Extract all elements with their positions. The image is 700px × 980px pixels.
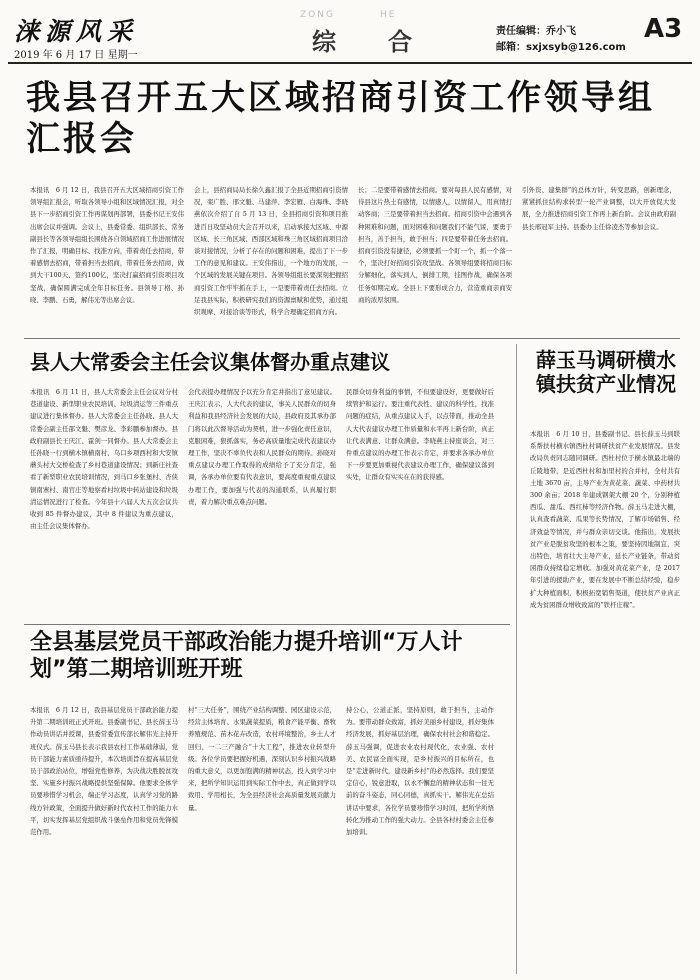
column-divider-right [516,344,517,974]
issue-date: 2019 年 6 月 17 日 星期一 [14,50,138,61]
article2-headline: 县人大常委会主任会议集体督办重点建议 [30,350,390,374]
article3-column-1: 本报讯 6 月 12 日，我县基层党员干部政治能力提升第二期培训班正式开班。县委副书记、县长薛玉马作动员讲话并授课，县委常委宣传部长解伟光主持开班仪式。薛玉马县长表示我县农村工作基础薄弱，党员干部能力素质亟待提升，本次培训旨在提高基层党员干部政治站位，增强党性修养，为决战决胜脱贫攻坚、实施乡村振兴战略提供坚强保障。他要求全体学员要珍惜学习机会，端正学习态度，认真学习党的路线方针政策，全面提升做好新时代农村工作的能力水平，切实发挥基层党组织战斗堡垒作用和党员先锋模范作用。 [30,706,178,837]
editor-credit: 责任编辑：乔小飞 [496,26,576,37]
section-title-left: 综 [312,27,336,56]
article1-column-4: 引外资、建集群”的总体方针，转变思路，创新理念，紧紧抓住结构求转型一轮产业调整，以大开放促大发展，全力推进招商引资工作再上新台阶。会议由政府副县长邢冠军主持。县委办主任徐凌杰等参加会议。 [522,186,676,231]
article1-column-2: 会上，县招商局局长徐久鑫汇报了全县近期招商引资情况，栾广胜、邢文魁、马建萍、李宏雁、白海珠、李晓燕依次介绍了自 5 月 13 日，全县招商引资和项目推进百日攻坚动员大会召开以来，启动承接大区域、中源区域、长三角区域、西部区域和珠三角区域招商项目洽谈对接情况，分析了存在的问题和困难，提出了下一步工作的意见和建议。王安伟指出，一个地方的发展，一个区域的发展关键在项目。各领导组组长要深刻把握招商引资工作牢牢抓在手上，一是要带着责任去招商。立足我县实际，积极研究我们的资源禀赋和优势，通过组织观摩、对接洽谈等形式，科学合理确定招商方向。 [194,186,348,317]
article4-column-1: 本报讯 6 月 10 日，县委副书记、县长薛玉马到联系帮扶村横水镇西杜村调研扶贫产业发展情况。县发改局负责同志随同调研。西杜村位于横水镇最北端的丘陵地带，是近西杜村和加里村的合并村，全村共有土地 3670 亩，主导产业为黄花菜、蔬菜、中药材共 300 余亩；2018 年建成钢架大棚 20 个，分别种植西瓜、甜瓜、西红柿等经济作物。薛玉马走进大棚，认真查看蔬菜、瓜果等长势情况，了解市场销售、经济效益等情况，并与群众亲切交谈。他指出，发展扶贫产业是脱贫攻坚的根本之策，要坚持因地制宜，突出特色，培育壮大主导产业，延长产业链条，带动贫困群众持续稳定增收。加强对黄花菜产业，是 2017 年引进的援助产业，要在发展中不断总结经验，稳步扩大种植面积，积极拓宽销售渠道，使扶贫产业真正成为贫困群众增收致富的“铁杆庄稼”。 [530,430,680,609]
section-pinyin-right: HE [380,10,397,20]
main-headline: 我县召开五大区域招商引资工作领导组汇报会 [26,78,655,160]
article2-column-3: 民群众切身利益的事情，不但要建设好，更要做好后续管护和运行。要注重代表性、建议的科学性，找准问题的症结，从重点建议入手，以点带面，推动全县人大代表建议办理工作质量和水平再上新台阶，真正让代表满意、让群众满意。李晓燕主持座谈会，对三件重点建议的办理工作表示肯定，并要求各承办单位下一步要更加重视代表建议办理工作，确保建议落到实处，让群众有实实在在的获得感。 [346,388,494,482]
article4-headline: 薛玉马调研横水镇扶贫产业情况 [536,348,676,397]
section-divider-middle [24,624,510,625]
section-pinyin-left: ZONG [300,10,335,20]
article3-column-2: 村“三大任务”，围绕产业结构调整、园区建设示范，经营主体培育、水果蔬菜提质，粮食产能平衡、畜牧养殖规范、苗木花卉改造，农村环境整治，乡土人才回归、一二三产融合“十大工程”，推进农业转型升级。各位学员要把握好机遇，深刻认识乡村振兴战略的重大意义，以更加饱满的精神状态，投入到学习中来，把所学知识运用到实际工作中去，真正做到学以致用、学用相长，为全县经济社会高质量发展贡献力量。 [188,706,336,812]
article1-column-3: 长；二是要带着感情去招商。要对每县人民有感情，对待县这片热土有感情，以情感人，以情留人，用真情打动客商；三是要带着担当去招商。招商引资中会遇到各种困难和问题，面对困难和问题我们不能气馁，要勇于担当，善于担当，敢于担当；四是要带着任务去招商。招商引资没有捷径，必须要抓一个盯一个，抓一个落一个，坚决打好招商引资攻坚战。各领导组要将招商目标分解细化，落实到人，倒排工期，挂图作战，确保各项任务如期完成。全县上下要形成合力，营造重商亲商安商的浓厚氛围。 [358,186,512,304]
article3-headline: 全县基层党员干部政治能力提升培训“万人计划”第二期培训班开班 [30,630,463,682]
article2-column-1: 本报讯 6 月 11 日，县人大常委会主任会议对分村巷道建设、新型职业农民培训、垃圾清运等三件重点建议进行集体督办。县人大常委会主任孙晓、县人大常委会副主任邵文魁、樊彦龙、李彩鹏参加督办。县政府副县长王庆江、霍剑一同督办。县人大常委会主任孙晓一行到横木镇横南村、乌口乡项西村和大安镇蘑头村大交桥检查了乡村巷道建设情况；到新庄社查看了新型职业农民培训情况，到马口乡张堡村、杏侠镇南寨村、南官庄等地察看村垃圾中转站建设和垃圾清运情况进行了检查。今年县十六届人大五次会议共收到 85 件督办建议，其中 8 件建议为重点建议，由主任会议集体督办。 [30,388,178,531]
page-number: A3 [644,14,683,44]
masthead: 涞源风采 [14,17,139,46]
editor-email: 邮箱：sxjxsyb@126.com [496,42,626,53]
section-title-right: 合 [388,27,412,56]
article2-column-2: 会代表提办理情况予以充分肯定并指出了意见建议。王庆江表示，人大代表的建议，事关人民群众的切身利益和我县经济社会发展的大局，县政府及其承办部门将以此次督导活动为契机，进一步强化责任意识，克服困难，狠抓落实，务必高质量地完成代表建议办理工作，坚决不辜负代表和人民群众的期待。孙晓对重点建议办理工作取得的成绩给予了充分肯定，强调，各承办单位要有代表意识，要高度重视重点建议办理工作，要加强与代表的沟通联系，认真履行职责，着力解决重点难点问题。 [188,388,336,506]
section-divider-top [24,338,680,339]
article3-column-3: 持公心，公道正派，坚持原则，敢于担当，主动作为。要带动群众致富，抓好美丽乡村建设，抓好集体经济发展，抓好基层治理，确保农村社会和谐稳定。薛玉马强调，促进农业农村现代化，农业强、农村美、农民富全面实现，是乡村振兴的目标所在，也是“走进新时代，建设新乡村”的必然选择。我们要坚定信心，锐意进取，以永不懈怠的精神状态和一往无前的奋斗姿态，同心同德，真抓实干。解伟光在总结讲话中要求，各位学员要珍惜学习时间，把所学所悟转化为推动工作的强大动力。全县各村村委会主任参加培训。 [346,706,494,837]
article1-column-1: 本报讯 6 月 12 日，我县召开五大区域招商引资工作领导组汇报会，听取各领导小组和区域情况汇报，对全县下一步招商引资工作再谋划再部署，县委书记王安伟出席会议并强调。会议上，县委常委、组织部长、常务副县长等各领导组组长围绕各自领域招商工作进展情况作了汇报，明确目标、找准方向，带着责任去招商，带着感情去招商，带着担当去招商，带着任务去招商，做到大干100天、签约100亿，坚决打赢招商引资项目攻坚战，确保圆满完成全年目标任务。县领导丁格、孙晓、李鹏、石勇，解伟光等出席会议。 [30,186,184,304]
header-divider [8,62,692,64]
